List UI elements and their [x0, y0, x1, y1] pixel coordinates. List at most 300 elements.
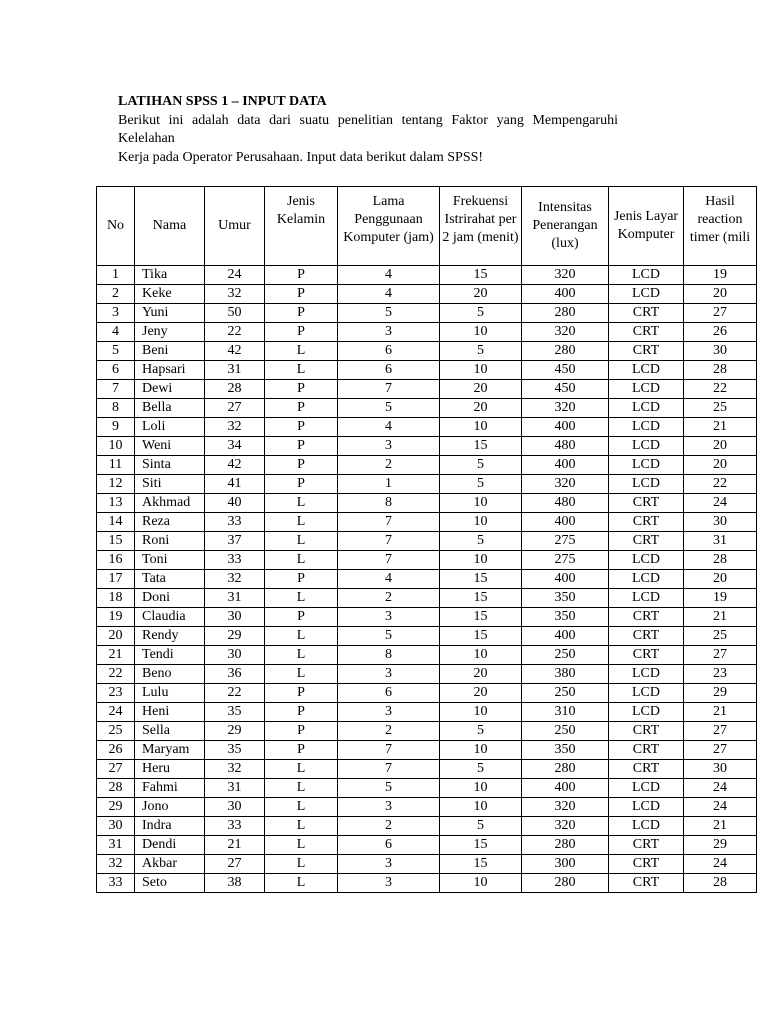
header-no: No [97, 187, 135, 266]
cell-frekuensi-istirahat: 15 [440, 570, 522, 589]
cell-no: 14 [97, 513, 135, 532]
intro-text-line-2: Kelelahan [118, 131, 175, 146]
header-jenis-kelamin: Jenis Kelamin [265, 187, 338, 266]
table-row [97, 418, 757, 437]
cell-umur: 27 [205, 855, 265, 874]
table-header [97, 187, 757, 266]
table-row [97, 532, 757, 551]
cell-nama: Dendi [135, 836, 205, 855]
intro-text-line-3: Kerja pada Operator Perusahaan. Input data berikut dalam SPSS! [118, 149, 484, 165]
cell-no: 23 [97, 684, 135, 703]
cell-jenis-layar: CRT [609, 836, 684, 855]
cell-hasil-reaction-timer: 27 [684, 741, 757, 760]
table-row [97, 513, 757, 532]
document-title: LATIHAN SPSS 1 – INPUT DATA [118, 94, 327, 109]
cell-lama-penggunaan: 3 [338, 323, 440, 342]
cell-frekuensi-istirahat: 20 [440, 285, 522, 304]
cell-jenis-layar: LCD [609, 475, 684, 494]
cell-jenis-layar: LCD [609, 817, 684, 836]
cell-jenis-kelamin: P [265, 722, 338, 741]
cell-nama: Toni [135, 551, 205, 570]
cell-no: 11 [97, 456, 135, 475]
cell-nama: Indra [135, 817, 205, 836]
cell-jenis-kelamin: L [265, 855, 338, 874]
cell-nama: Sella [135, 722, 205, 741]
table-row [97, 646, 757, 665]
cell-umur: 22 [205, 323, 265, 342]
cell-lama-penggunaan: 8 [338, 646, 440, 665]
cell-lama-penggunaan: 3 [338, 437, 440, 456]
cell-jenis-kelamin: P [265, 285, 338, 304]
cell-lama-penggunaan: 3 [338, 798, 440, 817]
cell-frekuensi-istirahat: 10 [440, 494, 522, 513]
cell-lama-penggunaan: 3 [338, 874, 440, 893]
cell-jenis-kelamin: L [265, 361, 338, 380]
cell-frekuensi-istirahat: 5 [440, 722, 522, 741]
cell-jenis-layar: CRT [609, 342, 684, 361]
cell-hasil-reaction-timer: 22 [684, 475, 757, 494]
header-jenis-layar: Jenis Layar Komputer [609, 187, 684, 266]
cell-frekuensi-istirahat: 10 [440, 874, 522, 893]
cell-no: 2 [97, 285, 135, 304]
cell-hasil-reaction-timer: 20 [684, 570, 757, 589]
table-row [97, 551, 757, 570]
cell-jenis-layar: LCD [609, 399, 684, 418]
cell-hasil-reaction-timer: 19 [684, 589, 757, 608]
cell-no: 26 [97, 741, 135, 760]
cell-jenis-layar: CRT [609, 494, 684, 513]
cell-hasil-reaction-timer: 30 [684, 513, 757, 532]
cell-jenis-kelamin: L [265, 817, 338, 836]
cell-hasil-reaction-timer: 24 [684, 798, 757, 817]
cell-lama-penggunaan: 5 [338, 304, 440, 323]
cell-nama: Bella [135, 399, 205, 418]
cell-lama-penggunaan: 3 [338, 855, 440, 874]
cell-intensitas-penerangan: 320 [522, 323, 609, 342]
cell-no: 19 [97, 608, 135, 627]
cell-hasil-reaction-timer: 27 [684, 646, 757, 665]
cell-lama-penggunaan: 5 [338, 627, 440, 646]
cell-jenis-kelamin: P [265, 570, 338, 589]
cell-hasil-reaction-timer: 30 [684, 342, 757, 361]
cell-hasil-reaction-timer: 28 [684, 551, 757, 570]
cell-no: 25 [97, 722, 135, 741]
cell-jenis-kelamin: P [265, 418, 338, 437]
cell-hasil-reaction-timer: 21 [684, 418, 757, 437]
cell-intensitas-penerangan: 400 [522, 779, 609, 798]
cell-jenis-layar: LCD [609, 551, 684, 570]
cell-frekuensi-istirahat: 5 [440, 456, 522, 475]
cell-nama: Tata [135, 570, 205, 589]
cell-frekuensi-istirahat: 5 [440, 760, 522, 779]
cell-jenis-layar: CRT [609, 532, 684, 551]
cell-jenis-layar: CRT [609, 323, 684, 342]
cell-jenis-layar: CRT [609, 760, 684, 779]
table-row [97, 475, 757, 494]
cell-intensitas-penerangan: 280 [522, 760, 609, 779]
cell-frekuensi-istirahat: 10 [440, 418, 522, 437]
cell-lama-penggunaan: 6 [338, 361, 440, 380]
cell-frekuensi-istirahat: 15 [440, 855, 522, 874]
cell-intensitas-penerangan: 400 [522, 570, 609, 589]
cell-frekuensi-istirahat: 15 [440, 589, 522, 608]
cell-jenis-layar: LCD [609, 684, 684, 703]
cell-umur: 32 [205, 285, 265, 304]
cell-jenis-kelamin: P [265, 741, 338, 760]
cell-lama-penggunaan: 3 [338, 703, 440, 722]
cell-umur: 31 [205, 361, 265, 380]
cell-intensitas-penerangan: 380 [522, 665, 609, 684]
cell-umur: 36 [205, 665, 265, 684]
cell-umur: 21 [205, 836, 265, 855]
cell-nama: Akhmad [135, 494, 205, 513]
cell-jenis-layar: CRT [609, 874, 684, 893]
cell-intensitas-penerangan: 300 [522, 855, 609, 874]
cell-frekuensi-istirahat: 10 [440, 361, 522, 380]
cell-nama: Doni [135, 589, 205, 608]
cell-intensitas-penerangan: 320 [522, 266, 609, 285]
cell-hasil-reaction-timer: 24 [684, 855, 757, 874]
cell-jenis-layar: LCD [609, 361, 684, 380]
cell-hasil-reaction-timer: 31 [684, 532, 757, 551]
cell-no: 20 [97, 627, 135, 646]
table-row [97, 627, 757, 646]
table-row [97, 437, 757, 456]
cell-hasil-reaction-timer: 20 [684, 437, 757, 456]
cell-hasil-reaction-timer: 29 [684, 684, 757, 703]
cell-intensitas-penerangan: 350 [522, 589, 609, 608]
cell-no: 17 [97, 570, 135, 589]
cell-jenis-layar: LCD [609, 266, 684, 285]
cell-lama-penggunaan: 2 [338, 589, 440, 608]
cell-umur: 32 [205, 760, 265, 779]
intro-block [118, 93, 618, 167]
cell-nama: Tendi [135, 646, 205, 665]
cell-lama-penggunaan: 2 [338, 817, 440, 836]
cell-lama-penggunaan: 4 [338, 266, 440, 285]
cell-no: 31 [97, 836, 135, 855]
cell-jenis-layar: CRT [609, 304, 684, 323]
cell-hasil-reaction-timer: 25 [684, 399, 757, 418]
cell-lama-penggunaan: 3 [338, 608, 440, 627]
cell-lama-penggunaan: 6 [338, 836, 440, 855]
cell-jenis-layar: CRT [609, 646, 684, 665]
cell-intensitas-penerangan: 280 [522, 874, 609, 893]
cell-intensitas-penerangan: 275 [522, 532, 609, 551]
cell-no: 5 [97, 342, 135, 361]
cell-lama-penggunaan: 7 [338, 551, 440, 570]
table-row [97, 570, 757, 589]
cell-umur: 24 [205, 266, 265, 285]
cell-frekuensi-istirahat: 5 [440, 342, 522, 361]
cell-lama-penggunaan: 4 [338, 285, 440, 304]
data-table [96, 186, 757, 893]
cell-jenis-layar: LCD [609, 665, 684, 684]
table-body [97, 266, 757, 893]
table-row [97, 874, 757, 893]
cell-hasil-reaction-timer: 21 [684, 608, 757, 627]
cell-jenis-layar: LCD [609, 779, 684, 798]
cell-intensitas-penerangan: 280 [522, 836, 609, 855]
cell-no: 21 [97, 646, 135, 665]
cell-no: 18 [97, 589, 135, 608]
cell-jenis-layar: LCD [609, 798, 684, 817]
cell-umur: 29 [205, 627, 265, 646]
cell-lama-penggunaan: 4 [338, 418, 440, 437]
cell-umur: 42 [205, 456, 265, 475]
cell-jenis-kelamin: P [265, 266, 338, 285]
cell-frekuensi-istirahat: 10 [440, 551, 522, 570]
cell-lama-penggunaan: 2 [338, 722, 440, 741]
cell-hasil-reaction-timer: 20 [684, 285, 757, 304]
cell-jenis-kelamin: L [265, 798, 338, 817]
cell-jenis-kelamin: P [265, 456, 338, 475]
cell-jenis-layar: LCD [609, 589, 684, 608]
intro-text-line-1: Berikut ini adalah data dari suatu penelitian tentang Faktor yang Mempengaruhi [118, 112, 618, 128]
cell-nama: Jono [135, 798, 205, 817]
cell-umur: 33 [205, 551, 265, 570]
cell-no: 28 [97, 779, 135, 798]
cell-nama: Yuni [135, 304, 205, 323]
cell-intensitas-penerangan: 400 [522, 418, 609, 437]
cell-intensitas-penerangan: 480 [522, 437, 609, 456]
table-row [97, 304, 757, 323]
cell-jenis-kelamin: P [265, 437, 338, 456]
header-nama: Nama [135, 187, 205, 266]
cell-frekuensi-istirahat: 20 [440, 665, 522, 684]
table-row [97, 817, 757, 836]
cell-jenis-kelamin: L [265, 494, 338, 513]
cell-hasil-reaction-timer: 23 [684, 665, 757, 684]
cell-frekuensi-istirahat: 20 [440, 380, 522, 399]
cell-intensitas-penerangan: 320 [522, 817, 609, 836]
cell-lama-penggunaan: 7 [338, 513, 440, 532]
cell-jenis-kelamin: L [265, 665, 338, 684]
cell-frekuensi-istirahat: 10 [440, 798, 522, 817]
cell-no: 7 [97, 380, 135, 399]
cell-umur: 31 [205, 589, 265, 608]
cell-intensitas-penerangan: 320 [522, 475, 609, 494]
cell-lama-penggunaan: 2 [338, 456, 440, 475]
cell-frekuensi-istirahat: 10 [440, 779, 522, 798]
cell-jenis-kelamin: P [265, 703, 338, 722]
header-lama-penggunaan: Lama Penggunaan Komputer (jam) [338, 187, 440, 266]
cell-umur: 29 [205, 722, 265, 741]
cell-no: 22 [97, 665, 135, 684]
cell-lama-penggunaan: 6 [338, 684, 440, 703]
cell-jenis-layar: LCD [609, 570, 684, 589]
cell-umur: 42 [205, 342, 265, 361]
cell-nama: Weni [135, 437, 205, 456]
cell-no: 6 [97, 361, 135, 380]
cell-jenis-layar: LCD [609, 418, 684, 437]
cell-frekuensi-istirahat: 15 [440, 266, 522, 285]
cell-lama-penggunaan: 5 [338, 779, 440, 798]
cell-intensitas-penerangan: 310 [522, 703, 609, 722]
table-row [97, 589, 757, 608]
cell-no: 8 [97, 399, 135, 418]
cell-intensitas-penerangan: 280 [522, 342, 609, 361]
cell-intensitas-penerangan: 350 [522, 741, 609, 760]
table-row [97, 323, 757, 342]
cell-nama: Rendy [135, 627, 205, 646]
table-row [97, 494, 757, 513]
cell-nama: Sinta [135, 456, 205, 475]
cell-jenis-kelamin: P [265, 304, 338, 323]
cell-frekuensi-istirahat: 10 [440, 646, 522, 665]
cell-hasil-reaction-timer: 24 [684, 494, 757, 513]
cell-intensitas-penerangan: 450 [522, 380, 609, 399]
table-row [97, 665, 757, 684]
cell-jenis-kelamin: P [265, 323, 338, 342]
cell-no: 33 [97, 874, 135, 893]
header-frekuensi-istirahat: Frekuensi Istrirahat per 2 jam (menit) [440, 187, 522, 266]
cell-umur: 37 [205, 532, 265, 551]
cell-nama: Keke [135, 285, 205, 304]
cell-hasil-reaction-timer: 28 [684, 874, 757, 893]
cell-umur: 30 [205, 798, 265, 817]
cell-hasil-reaction-timer: 30 [684, 760, 757, 779]
cell-umur: 32 [205, 570, 265, 589]
table-row [97, 798, 757, 817]
cell-no: 15 [97, 532, 135, 551]
cell-jenis-kelamin: P [265, 608, 338, 627]
cell-frekuensi-istirahat: 10 [440, 703, 522, 722]
cell-lama-penggunaan: 6 [338, 342, 440, 361]
cell-jenis-layar: LCD [609, 456, 684, 475]
table-row [97, 342, 757, 361]
cell-intensitas-penerangan: 250 [522, 646, 609, 665]
cell-no: 27 [97, 760, 135, 779]
cell-nama: Roni [135, 532, 205, 551]
cell-umur: 33 [205, 817, 265, 836]
cell-no: 16 [97, 551, 135, 570]
cell-umur: 35 [205, 703, 265, 722]
table-row [97, 285, 757, 304]
cell-hasil-reaction-timer: 27 [684, 304, 757, 323]
cell-intensitas-penerangan: 400 [522, 456, 609, 475]
cell-nama: Fahmi [135, 779, 205, 798]
cell-jenis-layar: CRT [609, 855, 684, 874]
cell-lama-penggunaan: 4 [338, 570, 440, 589]
cell-jenis-kelamin: P [265, 475, 338, 494]
cell-intensitas-penerangan: 450 [522, 361, 609, 380]
cell-jenis-kelamin: P [265, 399, 338, 418]
table-row [97, 760, 757, 779]
cell-umur: 50 [205, 304, 265, 323]
cell-no: 30 [97, 817, 135, 836]
cell-umur: 22 [205, 684, 265, 703]
cell-jenis-kelamin: L [265, 513, 338, 532]
cell-frekuensi-istirahat: 20 [440, 684, 522, 703]
cell-hasil-reaction-timer: 25 [684, 627, 757, 646]
cell-umur: 38 [205, 874, 265, 893]
table-row [97, 399, 757, 418]
cell-intensitas-penerangan: 320 [522, 399, 609, 418]
cell-intensitas-penerangan: 480 [522, 494, 609, 513]
cell-frekuensi-istirahat: 5 [440, 475, 522, 494]
table-row [97, 608, 757, 627]
cell-lama-penggunaan: 5 [338, 399, 440, 418]
cell-jenis-kelamin: L [265, 874, 338, 893]
cell-hasil-reaction-timer: 21 [684, 817, 757, 836]
cell-umur: 31 [205, 779, 265, 798]
table-row [97, 456, 757, 475]
table-row [97, 722, 757, 741]
cell-nama: Lulu [135, 684, 205, 703]
cell-hasil-reaction-timer: 27 [684, 722, 757, 741]
cell-frekuensi-istirahat: 10 [440, 741, 522, 760]
cell-nama: Siti [135, 475, 205, 494]
cell-umur: 34 [205, 437, 265, 456]
table-row [97, 361, 757, 380]
cell-nama: Loli [135, 418, 205, 437]
cell-lama-penggunaan: 7 [338, 380, 440, 399]
cell-nama: Heni [135, 703, 205, 722]
cell-umur: 30 [205, 646, 265, 665]
cell-umur: 35 [205, 741, 265, 760]
cell-jenis-layar: LCD [609, 285, 684, 304]
cell-frekuensi-istirahat: 5 [440, 817, 522, 836]
cell-intensitas-penerangan: 280 [522, 304, 609, 323]
cell-jenis-kelamin: L [265, 532, 338, 551]
cell-hasil-reaction-timer: 20 [684, 456, 757, 475]
table-row [97, 703, 757, 722]
cell-umur: 41 [205, 475, 265, 494]
cell-lama-penggunaan: 7 [338, 532, 440, 551]
table-row [97, 836, 757, 855]
cell-jenis-layar: LCD [609, 703, 684, 722]
header-intensitas-penerangan: Intensitas Penerangan (lux) [522, 187, 609, 266]
header-hasil-reaction-timer: Hasil reaction timer (mili [684, 187, 757, 266]
cell-jenis-kelamin: L [265, 836, 338, 855]
cell-no: 3 [97, 304, 135, 323]
cell-jenis-kelamin: L [265, 646, 338, 665]
cell-hasil-reaction-timer: 21 [684, 703, 757, 722]
cell-hasil-reaction-timer: 28 [684, 361, 757, 380]
cell-no: 9 [97, 418, 135, 437]
cell-umur: 33 [205, 513, 265, 532]
header-row [97, 187, 757, 266]
cell-hasil-reaction-timer: 26 [684, 323, 757, 342]
cell-intensitas-penerangan: 320 [522, 798, 609, 817]
cell-hasil-reaction-timer: 29 [684, 836, 757, 855]
cell-nama: Dewi [135, 380, 205, 399]
cell-jenis-kelamin: L [265, 551, 338, 570]
cell-umur: 40 [205, 494, 265, 513]
cell-no: 29 [97, 798, 135, 817]
cell-nama: Heru [135, 760, 205, 779]
cell-lama-penggunaan: 7 [338, 760, 440, 779]
cell-nama: Hapsari [135, 361, 205, 380]
cell-jenis-layar: CRT [609, 741, 684, 760]
cell-no: 24 [97, 703, 135, 722]
table-row [97, 266, 757, 285]
cell-intensitas-penerangan: 275 [522, 551, 609, 570]
cell-frekuensi-istirahat: 5 [440, 304, 522, 323]
cell-nama: Beni [135, 342, 205, 361]
cell-frekuensi-istirahat: 15 [440, 608, 522, 627]
cell-jenis-kelamin: L [265, 779, 338, 798]
cell-jenis-kelamin: L [265, 627, 338, 646]
cell-umur: 28 [205, 380, 265, 399]
cell-frekuensi-istirahat: 5 [440, 532, 522, 551]
cell-jenis-layar: LCD [609, 380, 684, 399]
cell-lama-penggunaan: 1 [338, 475, 440, 494]
table-row [97, 380, 757, 399]
cell-frekuensi-istirahat: 15 [440, 836, 522, 855]
table-row [97, 684, 757, 703]
